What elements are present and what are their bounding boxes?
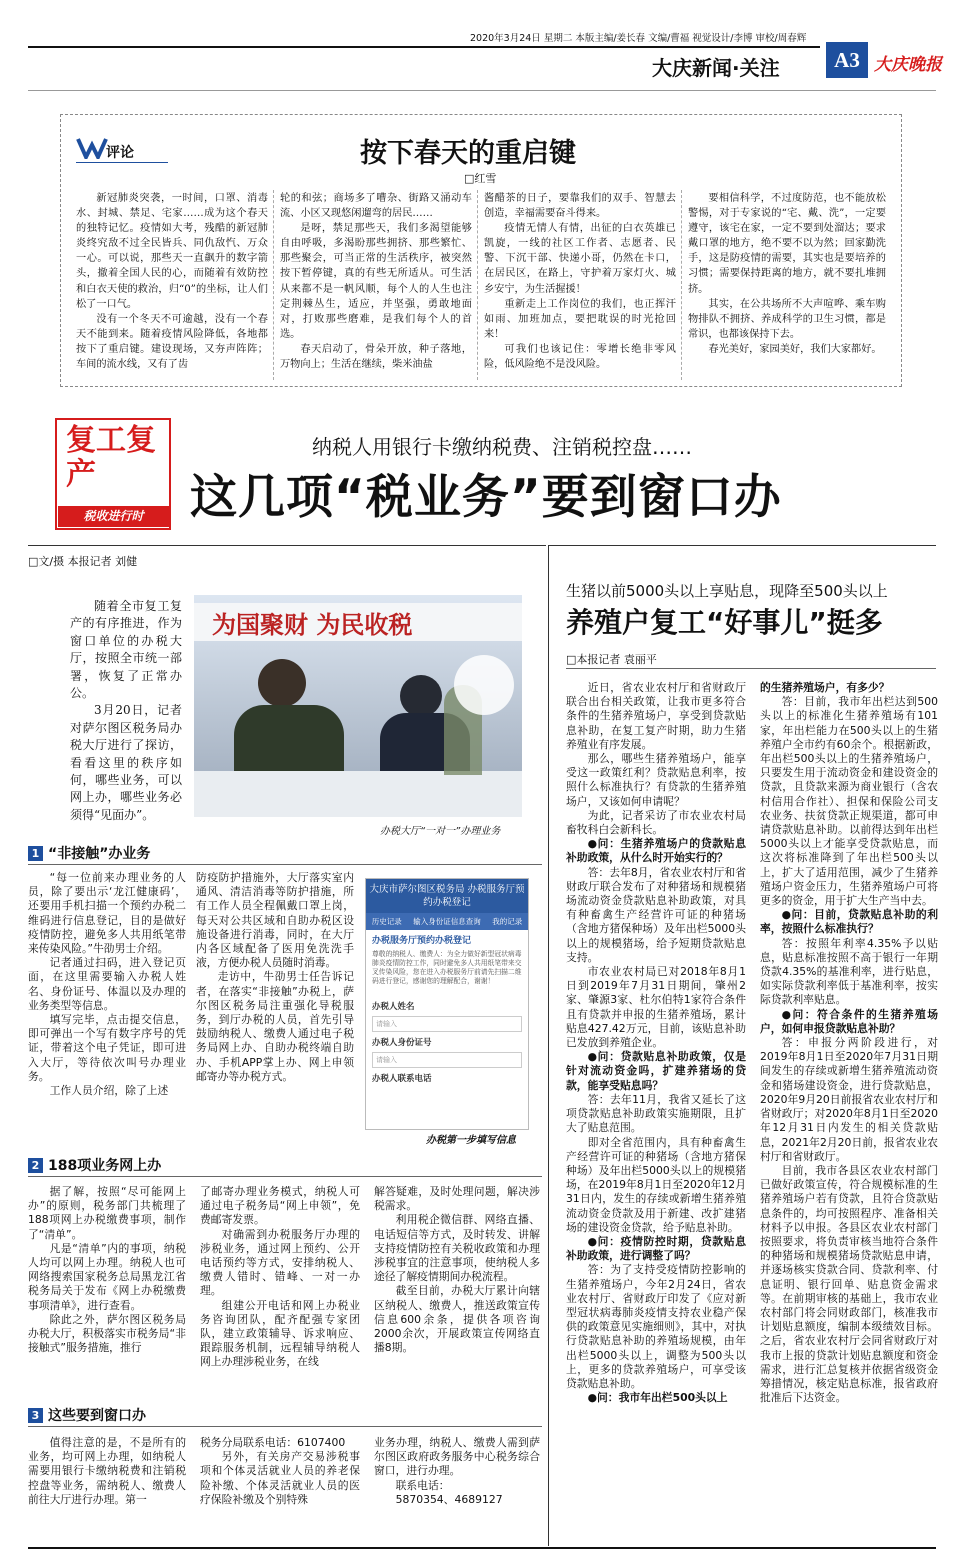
phone-tabs bbox=[366, 913, 528, 930]
paragraph: 即对全省范围内，具有种畜禽生产经营许可证的种猪场（含地方猪保种场）及年出栏5000头以上的规模猪场，在2019年8月1日至2020年12月31日内，发生的存续或新增生猪养殖流动资金贷款及用于新建、改扩建猪场的建设资金贷款，给予贴息补助。 bbox=[566, 1135, 746, 1234]
interview-question: ●问：符合条件的生猪养殖场户，如何申报贷款贴息补助？ bbox=[760, 1007, 938, 1035]
page-number: A3 bbox=[826, 42, 868, 78]
paragraph: 答：去年8月，省农业农村厅和省财政厅联合发布了对种猪场和规模猪场流动资金贷款贴息补助政策，对具有种畜禽生产经营许可证的种猪场（含地方猪保种场）及年出栏5000头以上的规模猪场，给予短期贷款贴息支持。 bbox=[566, 865, 746, 964]
name-input[interactable]: 请输入 bbox=[372, 1016, 522, 1032]
photo-banner-text: 为国聚财 为民收税 bbox=[212, 610, 413, 639]
phone-form-title: 办税服务厅预约办税登记 bbox=[372, 936, 472, 946]
paragraph: 答：按照年利率4.35%予以贴息，贴息标准按照不高于银行一年期贷款4.35%的基准利率，进行贴息，如实际贷款利率低于基准利率，按实际贷款利率贴息。 bbox=[760, 936, 938, 1007]
story2-column-2 bbox=[760, 681, 938, 1539]
interview-question: ●问：目前，贷款贴息补助的利率，按照什么标准执行？ bbox=[760, 908, 938, 936]
story2-headline: 养殖户复工“好事儿”挺多 bbox=[566, 606, 883, 639]
interview-question: ●问：生猪养殖场户的贷款贴息补助政策，从什么时开始实行的？ bbox=[566, 837, 746, 865]
commentary-tag: 评论 bbox=[106, 145, 134, 161]
commentary-column-2: 轮的和弦；商场多了嘈杂、街路又涌动车流、小区又现悠闲遛弯的居民…… 是呀，禁足那些天，我们多渴望能够自由呼吸，多渴盼那些拥挤、那些繁忙、那些聚会，可当正常的生活秩序，被突然按下暂停键，真的有些无所适从。可生活从来都不是一帆风顺，每个人的人生也注定荆棘丛生，适应，并坚强，勇敢地面对，打败那些磨难，是我们每个人的首选。 春天启动了，骨朵开放，种子落地，万物向上；生活在继续，柴米油盐 bbox=[280, 193, 472, 371]
field-label: 办税人联系电话 bbox=[372, 1074, 432, 1084]
paragraph: 答：申报分两阶段进行，对2019年8月1日至2020年7月31日期间发生的存续或新增生猪养殖流动资金和猪场建设资金，进行贷款贴息，2020年9月20日前报省农业农村厅和省财政厅；对2020年8月1日至2020年12月31日内发生的相关贷款贴息，2021年2月20日前，报省农业农村厅和省财政厅。 bbox=[760, 1036, 938, 1163]
commentary-author: □红雪 bbox=[464, 172, 497, 185]
story1-byline: □文/摄 本报记者 刘健 bbox=[28, 555, 138, 568]
story1-rule bbox=[28, 545, 546, 546]
story2-column-1 bbox=[566, 681, 746, 1539]
paragraph: 答：去年11月，我省又延长了这项贷款贴息补助政策实施期限，且扩大了贴息范围。 bbox=[566, 1092, 746, 1135]
section-title: 这些要到窗口办 bbox=[48, 1408, 146, 1424]
paragraph: 答：为了支持受疫情防控影响的生猪养殖场户，今年2月24日，省农业农村厅、省财政厅印发了《应对新型冠状病毒肺炎疫情支持农业稳产保供的政策意见实施细则》，其中，对执行贷款贴息补助的养殖场规模，由年出栏5000头以上，调整为500头以上，更多的贷款养殖场户，可享受该贷款贴息补助。 bbox=[566, 1263, 746, 1390]
section3-column-2: 税务分局联系电话：6107400 另外，有关房产交易涉税事项和个体灵活就业人员的养老保险补缴、个体灵活就业人员的医疗保险补缴及个别特殊 bbox=[200, 1436, 360, 1506]
section-title: “非接触”办业务 bbox=[48, 846, 151, 862]
section1-column-2: 防疫防护措施外，大厅落实室内通风、清洁消毒等防护措施，所有工作人员全程佩戴口罩上岗，每天对公共区域和自助办税区设施设备进行消毒，同时，在大厅内各区域配备了医用免洗洗手液，方便办税人员随时消毒。 走访中，牛劭男士任告诉记者，在落实“非接触”办税上，萨尔图区税务局注重强化导税服务，到厅办税的人员，首先引导鼓励纳税人、缴费人通过电子税务局网上办、自助办税终端自助办、手机APP掌上办、网上申领邮寄办等办税方式。 bbox=[196, 871, 354, 1083]
tax-badge-bar: 税收进行时 bbox=[58, 506, 169, 527]
section-rule bbox=[28, 1426, 542, 1427]
section-number: 2 bbox=[28, 1158, 43, 1173]
header-rule bbox=[28, 46, 820, 48]
section2-column-2: 了邮寄办理业务模式，纳税人可通过电子税务局“网上申领”，免费邮寄发票。 对确需到办税服务厅办理的涉税业务，通过网上预约、公开电话预约等方式，安排纳税人、缴费人错时、错峰、一对一办理。 组建公开电话和网上办税业务咨询团队，配齐配强专家团队，建立政策辅导、诉求响应、跟踪服务机制，远程辅导纳税人网上办理涉税业务，在线 bbox=[200, 1185, 360, 1369]
section-name: 大庆新闻·关注 bbox=[652, 56, 780, 80]
story1-lead: 随着全市复工复产的有序推进，作为窗口单位的办税大厅，按照全市统一部署，恢复了正常办公。 3月20日，记者对萨尔图区税务局办税大厅进行了探访，看看这里的秩序如何，哪些业务，可以网上办，哪些业务必须得“见面办”。 bbox=[70, 599, 182, 822]
story1-headline: 这几项“税业务”要到窗口办 bbox=[190, 470, 782, 525]
phone-tab[interactable]: 输入身份证信息查询 bbox=[413, 917, 481, 926]
paragraph: 市农业农村局已对2018年8月1日到2019年7月31日期间，肇州2家、肇源3家、杜尔伯特1家符合条件且有贷款并申报的生猪养殖场，累计贴息427.42万元，目前，该贴息补助已发放到养殖企业。 bbox=[566, 965, 746, 1050]
paragraph: 答：目前，我市年出栏达到500头以上的标准化生猪养殖场有101家，年出栏能力在500头以上的生猪养殖户全市约有60余个。根据新政，年出栏500头以上的生猪养殖场户，只要发生用于流动资金和建设资金的贷款，且贷款来源为商业银行（含农村信用合作社）、担保和保险公司支农业务、扶贫贷款正规渠道，都可申请贷款贴息补助。以前得达到年出栏5000头以上才能享受贷款贴息，而这次将标准降到了年出栏500头以上，扩大了适用范围，减少了生猪养殖场户资金压力，生猪养殖场户可将更多的资金，用于扩大生产当中去。 bbox=[760, 695, 938, 908]
paragraph: 近日，省农业农村厅和省财政厅联合出台相关政策，让我市更多符合条件的生猪养殖场户，享受到贷款贴息补助，在复工复产时期，助力生猪养殖业有序发展。 bbox=[566, 681, 746, 751]
phone-tab[interactable]: 历史记录 bbox=[371, 917, 402, 926]
resume-work-badge-text: 复工复产 bbox=[66, 423, 156, 492]
section3-column-1: 值得注意的是，不是所有的业务，均可网上办理，如纳税人需要用银行卡缴纳税费和注销税控盘等业务，需纳税人、缴费人前往大厅进行办理。第一 bbox=[28, 1436, 186, 1506]
photo-caption: 办税大厅“一对一”办理业务 bbox=[380, 826, 501, 837]
section2-column-1: 据了解，按照“尽可能网上办”的原则，税务部门共梳理了188项网上办税缴费事项，制作了“清单”。 凡是“清单”内的事项，纳税人均可以网上办理。纳税人也可网络搜索国家税务总局黑龙江省税务局关于发布《网上办税缴费事项清单》，进行查看。 除此之外，萨尔图区税务局办税大厅，积极落实市税务局“非接触式”服务措施，推行 bbox=[28, 1185, 186, 1355]
paragraph: 那么，哪些生猪养殖场户，能享受这一政策红利？贷款贴息利率，按照什么标准执行？有贷款的生猪养殖场户，又该如何申请呢？ bbox=[566, 752, 746, 808]
tax-hall-photo bbox=[194, 595, 522, 817]
phone-caption: 办税第一步填写信息 bbox=[426, 1135, 516, 1146]
id-number-input[interactable]: 请输入 bbox=[372, 1052, 522, 1068]
story2-byline: □本报记者 袁丽平 bbox=[566, 653, 657, 666]
commentary-column-3: 酱醋茶的日子，要靠我们的双手、智慧去创造，幸福需要奋斗得来。 疫情无情人有情，出征的白衣英雄已凯旋，一线的社区工作者、志愿者、民警、下沉干部、快递小哥，仍然在卡口，在居民区，在路上，守护着万家灯火、城乡安宁，为生活握援！ 重新走上工作岗位的我们，也正挥汗如雨、加班加点，要把耽误的时光抢回来！ 可我们也该记住：零增长绝非零风险，低风险绝不是没风险。 bbox=[484, 193, 676, 371]
column-divider bbox=[681, 190, 682, 380]
section-title: 188项业务网上办 bbox=[48, 1158, 162, 1174]
paragraph: 为此，记者采访了市农业农村局畜牧科白会新科长。 bbox=[566, 808, 746, 837]
interview-question: ●问：贷款贴息补助政策，仅是针对流动资金吗，扩建养猪场的贷款，能享受贴息吗？ bbox=[566, 1050, 746, 1092]
header-rule-bottom bbox=[28, 90, 936, 91]
header-date-line: 2020年3月24日 星期二 本版主编/姜长春 文编/曹福 视觉设计/李博 审校/周春辉 bbox=[470, 33, 807, 44]
story1-rule-right bbox=[548, 545, 936, 546]
commentary-tag-rule bbox=[76, 162, 168, 163]
interview-question: ●问：我市年出栏500头以上 bbox=[587, 1391, 728, 1405]
paper-logo: 大庆晚报 bbox=[874, 55, 942, 75]
commentary-column-4: 要相信科学，不过度防范，也不能放松警惕，对于专家说的“宅、戴、洗”，一定要遵守，该宅在家，一定不要到处溜达；要求戴口罩的地方，绝不要不以为然；回家勤洗手，这是防疫情的需要，其实也是要培养的习惯；需要保持距离的地方，就不要扎堆拥挤。 其实，在公共场所不大声喧哗、乘车购物排队不拥挤、养成科学的卫生习惯，都是常识，也都该保持下去。 春光美好，家园美好，我们大家都好。 bbox=[688, 193, 886, 355]
field-label: 办税人姓名 bbox=[372, 1002, 415, 1012]
phone-intro: 尊敬的纳税人、缴费人：为全力做好新型冠状病毒肺炎疫情防控工作，同时避免多人共用纸笔带来交叉传染风险，您在进入办税服务厅前请先扫描二维码进行登记，感谢您的理解配合，谢谢！ bbox=[372, 950, 522, 985]
column-divider bbox=[273, 190, 274, 380]
interview-question: 的生猪养殖场户，有多少？ bbox=[760, 681, 890, 694]
commentary-column-1: 新冠肺炎突袭，一时间，口罩、消毒水、封城、禁足、宅家……成为这个春天的独特记忆。疫情如大考，残酷的新冠肺炎终究敌不过全民皆兵、同仇敌忾、万众一心。可以说，那些天一直飙升的数字箭头，撤着全国人民的心，而随着有效防控和白衣天使的救治，归“0”的坐标，让人们松了一口气。 没有一个冬天不可逾越，没有一个春天不能到来。随着疫情风险降低，各地都按下了重启键。建设现场，又夯声阵阵；车间的流水线，又有了齿 bbox=[76, 193, 268, 371]
section-rule bbox=[28, 1176, 542, 1177]
phone-tab[interactable]: 我的记录 bbox=[492, 917, 523, 926]
section-number: 3 bbox=[28, 1408, 43, 1423]
section-number: 1 bbox=[28, 846, 43, 861]
field-label: 办税人身份证号 bbox=[372, 1038, 432, 1048]
registration-phone-screenshot bbox=[365, 878, 529, 1130]
interview-question: ●问：疫情防控时期，贷款贴息补助政策，进行调整了吗？ bbox=[566, 1234, 746, 1263]
vertical-divider bbox=[548, 546, 549, 1546]
story2-byline-rule bbox=[566, 668, 936, 669]
footer-rule bbox=[28, 1547, 936, 1549]
section2-column-3: 解答疑难，及时处理问题，解决涉税需求。 利用税企微信群、网络直播、电话短信等方式，及时转发、讲解支持疫情防控有关税收政策和办理涉税事宜的注意事项，使纳税人多途径了解疫情期间办税流程。 截至目前，办税大厅累计向辖区纳税人、缴费人，推送政策宣传信息600余条，提供各项咨询2000余次，开展政策宣传网络直播8期。 bbox=[374, 1185, 540, 1355]
column-divider bbox=[477, 190, 478, 380]
section3-column-3: 业务办理，纳税人、缴费人需到萨尔图区政府政务服务中心税务综合窗口，进行办理。 联系电话： 5870354、4689127 bbox=[374, 1436, 540, 1506]
story2-subhead: 生猪以前5000头以上享贴息，现降至500头以上 bbox=[566, 582, 888, 600]
commentary-title: 按下春天的重启键 bbox=[360, 138, 576, 169]
section-rule bbox=[28, 864, 542, 865]
paragraph: 目前，我市各县区农业农村部门已做好政策宣传，符合规模标准的生猪养殖场户若有贷款，且符合贷款贴息条件的，均可按照程序、准备相关材料予以申报。各县区农业农村部门按照要求，将负责审核当地符合条件的种猪场和规模猪场贷款贴息申请，并逐场核实贷款合同、贷款利率、付息证明、银行回单、贴息资金需求等。在前期审核的基础上，我市农业农村部门将会同财政部门，核准我市计划贴息额度，编制本级绩效目标。之后，省农业农村厅会同省财政厅对我市上报的贷款计划贴息额度和资金需求，进行汇总复核并依据省级资金筹措情况，核定贴息标准，报省政府批准后下达资金。 bbox=[760, 1163, 938, 1405]
phone-title: 大庆市萨尔图区税务局 办税服务厅预约办税登记 bbox=[366, 879, 528, 913]
story1-subhead: 纳税人用银行卡缴纳税费、注销税控盘…… bbox=[312, 435, 692, 459]
section1-column-1: “每一位前来办理业务的人员，除了要出示‘龙江健康码’，还要用手机扫描一个预约办税二维码进行信息登记，目的是做好疫情防控，避免多人共用纸笔带来传染风险。”牛劭男士介绍。 记者通过扫码，进入登记页面，在这里需要输入办税人姓名、身份证号、体温以及办理的业务类型等信息。 填写完毕，点击提交信息，即可弹出一个写有数字序号的凭证，带着这个电子凭证，即可进入大厅，等待依次叫号办理业务。 工作人员介绍，除了上述 bbox=[28, 871, 186, 1098]
